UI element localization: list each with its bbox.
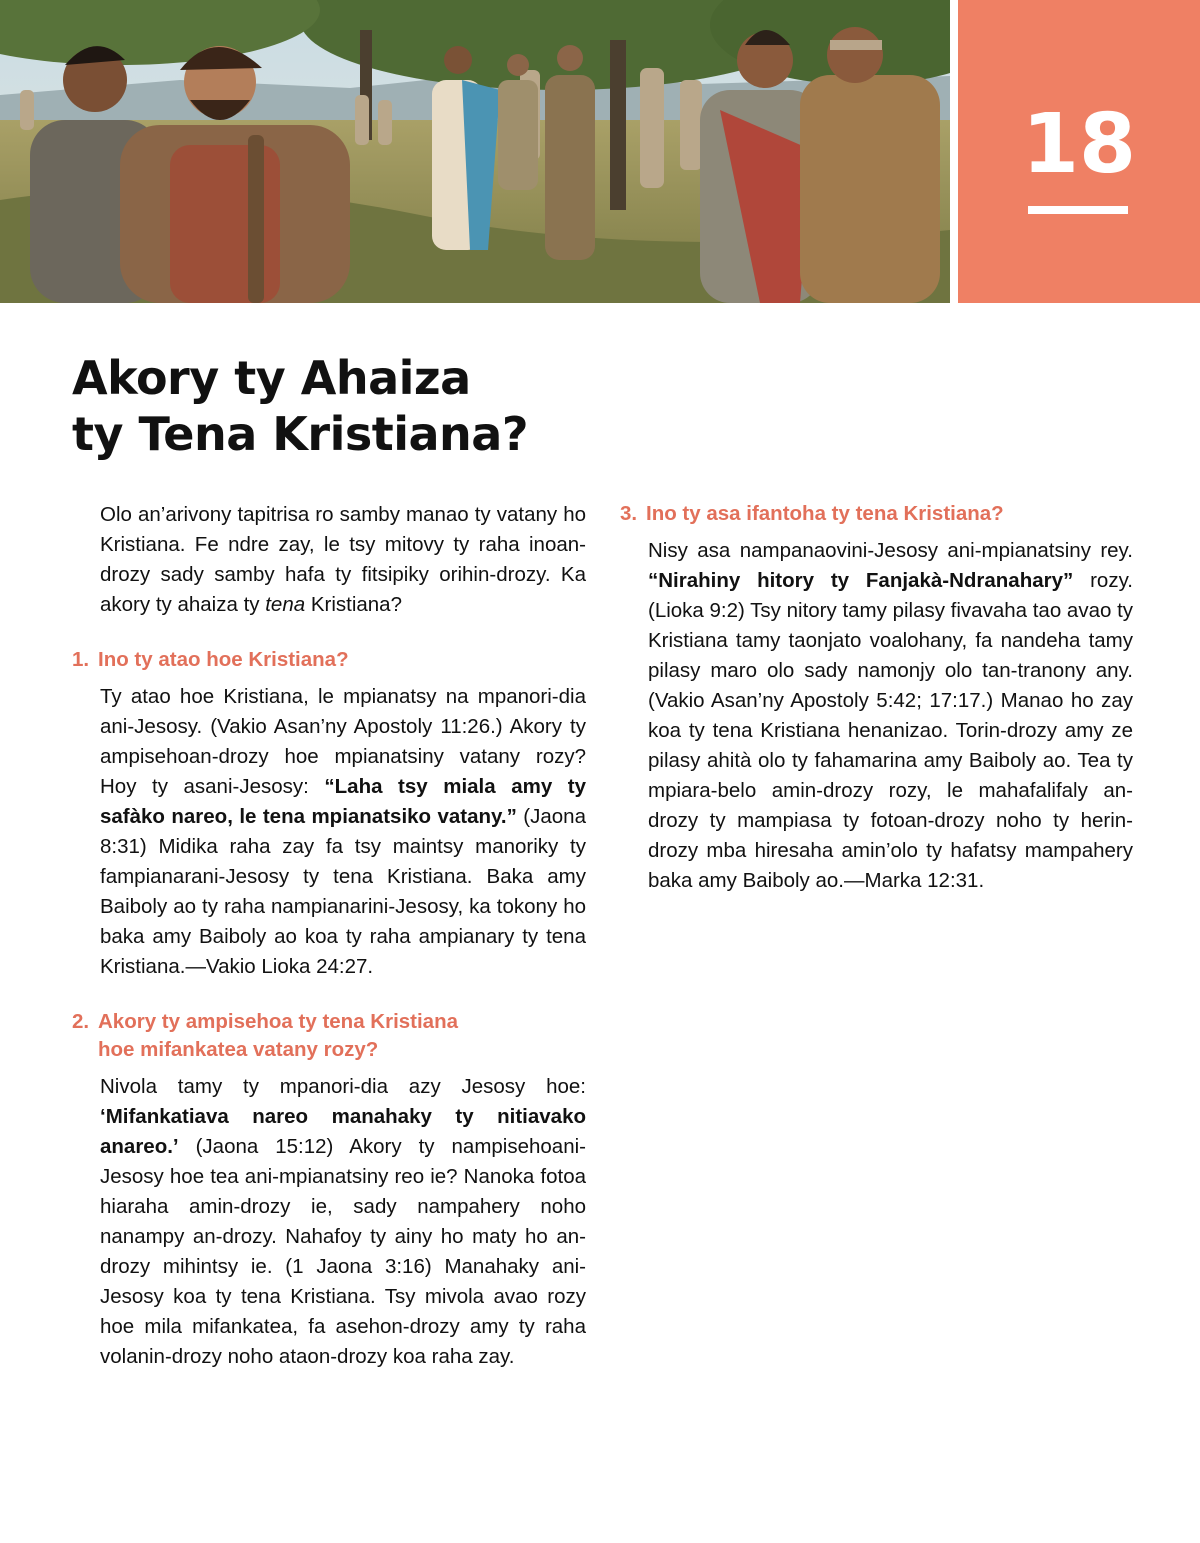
left-column xyxy=(72,500,586,1372)
hero-illustration xyxy=(0,0,950,303)
intro-text-2: Kristiana? xyxy=(305,593,402,616)
answer-1-scripture-quote: “Laha tsy miala amy ty safàko nareo, le tena mpianatsiko vatany.” xyxy=(100,775,586,828)
answer-3-paragraph xyxy=(648,536,1133,896)
question-2-number: 2. xyxy=(72,1010,90,1033)
answer-2-text-1: Nivola tamy ty mpanori-dia azy Jesosy hoe: xyxy=(100,1075,586,1098)
answer-1-paragraph xyxy=(100,682,586,982)
intro-paragraph xyxy=(100,500,586,620)
answer-3-text-2: rozy. (Lioka 9:2) Tsy nitory tamy pilasy fivavaha tao avao ty Kristiana tamy taonjato voalohany, fa nandeha tamy pilasy maro olo sady namonjy olo tan-tranony any. (Vakio Asan’ny Apostoly 5:42; 17:17.) Manao ho zay koa ty tena Kristiana henanizao. Torin-drozy amy ze pilasy ahità olo ty fahamarina amy Baiboly ao. Tea ty mpiara-belo amin-drozy rozy, le mahafalifaly an-drozy ty mampiasa ty fotoan-drozy noho ty herin-drozy mba hiresaha amin’olo ty hafatsy mampahery baka amy Baiboly ao.—Marka 12:31. xyxy=(648,569,1134,892)
lesson-number: 18 xyxy=(1021,97,1137,192)
lesson-number-panel xyxy=(958,0,1200,303)
answer-2-scripture-quote: ‘Mifankatiava nareo manahaky ty nitiavako anareo.’ xyxy=(100,1105,586,1158)
title-line-2: ty Tena Kristiana? xyxy=(72,407,529,461)
question-2-line-2: hoe mifankatea vatany rozy? xyxy=(98,1038,379,1061)
question-3-text: Ino ty asa ifantoha ty tena Kristiana? xyxy=(646,502,1004,525)
intro-text-1: Olo an’arivony tapitrisa ro samby manao ty vatany ho Kristiana. Fe ndre zay, le tsy mitovy ty raha inoan-drozy sady samby hafa ty fitsipiky orihin-drozy. Ka akory ty ahaiza ty xyxy=(100,503,586,616)
answer-2-paragraph xyxy=(100,1072,586,1372)
question-1-heading xyxy=(72,646,586,674)
title-line-1: Akory ty Ahaiza xyxy=(72,351,471,405)
right-column xyxy=(620,500,1133,896)
question-3-heading xyxy=(620,500,1133,528)
question-2-text xyxy=(98,1008,586,1064)
answer-1-text-1: Ty atao hoe Kristiana, le mpianatsy na mpanori-dia ani-Jesosy. (Vakio Asan’ny Apostoly 11:26.) Akory ty ampisehoan-drozy hoe mpianatsiny vatany rozy? Hoy ty asani-Jesosy: xyxy=(100,685,586,798)
question-1-text: Ino ty atao hoe Kristiana? xyxy=(98,648,349,671)
intro-emphasis: tena xyxy=(265,593,306,616)
lesson-number-underline xyxy=(1028,206,1128,214)
question-2-heading xyxy=(72,1008,586,1064)
question-3-number: 3. xyxy=(620,502,638,525)
hero-image xyxy=(0,0,950,303)
question-1-number: 1. xyxy=(72,648,90,671)
answer-2-text-2: (Jaona 15:12) Akory ty nampisehoani-Jesosy hoe tea ani-mpianatsiny reo ie? Nanoka fotoa hiaraha amin-drozy ie, sady nampahery noho nanampy an-drozy. Nahafoy ty ainy ho maty ho an-drozy mihintsy ie. (1 Jaona 3:16) Manahaky ani-Jesosy koa ty tena Kristiana. Tsy mivola avao rozy hoe mila mifankatea, fa asehon-drozy amy ty raha volanin-drozy noho ataon-drozy koa raha zay. xyxy=(100,1135,586,1368)
answer-3-scripture-quote: “Nirahiny hitory ty Fanjakà-Ndranahary” xyxy=(648,569,1074,592)
answer-1-text-2: (Jaona 8:31) Midika raha zay fa tsy maintsy manoriky ty fampianarani-Jesosy ty tena Kristiana. Baka amy Baiboly ao ty raha nampianarini-Jesosy, ka tokony ho baka amy Baiboly ao koa ty raha ampianary ty tena Kristiana.—Vakio Lioka 24:27. xyxy=(100,805,586,978)
page-title xyxy=(72,350,528,462)
answer-3-text-1: Nisy asa nampanaovini-Jesosy ani-mpianatsiny rey. xyxy=(648,539,1133,562)
question-2-line-1: Akory ty ampisehoa ty tena Kristiana xyxy=(98,1010,459,1033)
